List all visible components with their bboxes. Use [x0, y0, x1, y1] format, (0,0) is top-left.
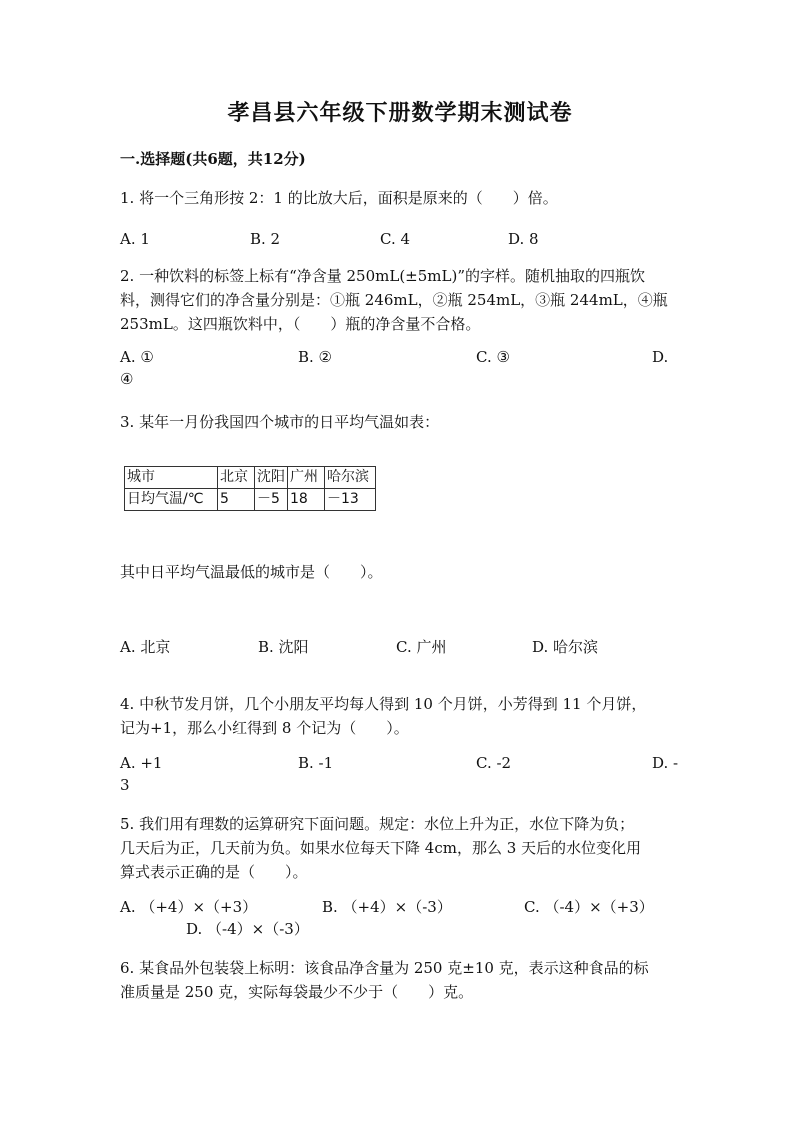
q1-option-b: B. 2: [250, 230, 281, 248]
q5-option-c: C. （-4）×（+3）: [524, 898, 654, 916]
q3-option-d: D. 哈尔滨: [532, 638, 599, 656]
table-cell: 5: [218, 489, 255, 511]
q4-option-c: C. -2: [476, 754, 512, 772]
question-1: [120, 186, 558, 210]
q3-option-a: A. 北京: [120, 638, 171, 656]
q2-option-c: C. ③: [476, 348, 510, 366]
q1-option-d: D. 8: [508, 230, 539, 248]
q4-option-b: B. -1: [298, 754, 334, 772]
q1-option-c: C. 4: [380, 230, 411, 248]
table-cell: 沈阳: [255, 467, 288, 489]
question-2-line: 料，测得它们的净含量分别是：①瓶 246mL，②瓶 254mL，③瓶 244mL，④瓶: [120, 291, 668, 309]
q2-option-b: B. ②: [298, 348, 333, 366]
question-4-line: 4. 中秋节发月饼，几个小朋友平均每人得到 10 个月饼，小芳得到 11 个月饼，: [120, 695, 647, 713]
table-header-row: [125, 467, 376, 489]
table-cell: 哈尔滨: [325, 467, 376, 489]
q2-option-a: A. ①: [120, 348, 154, 366]
question-2: [120, 264, 668, 336]
question-2-line: 253mL。这四瓶饮料中，（ ）瓶的净含量不合格。: [120, 315, 481, 333]
question-6-line: 6. 某食品外包装袋上标明：该食品净含量为 250 克±10 克，表示这种食品的标: [120, 959, 649, 977]
q5-option-d: D. （-4）×（-3）: [186, 920, 309, 938]
table-cell: －5: [255, 489, 288, 511]
table-cell: 北京: [218, 467, 255, 489]
temperature-table: [124, 466, 376, 511]
question-5-line: 算式表示正确的是（ ）。: [120, 863, 308, 881]
page-title: 孝昌县六年级下册数学期末测试卷: [227, 100, 573, 126]
question-1-line: 1. 将一个三角形按 2：1 的比放大后，面积是原来的（ ）倍。: [120, 189, 558, 207]
section-heading: 一.选择题(共6题，共12分): [120, 150, 306, 168]
table-cell: 城市: [125, 467, 218, 489]
q2-option-d-wrap: ④: [120, 370, 134, 388]
question-3-followup: 其中日平均气温最低的城市是（ ）。: [120, 563, 383, 581]
q4-option-d-wrap: 3: [120, 776, 130, 794]
question-5: [120, 812, 641, 884]
q4-option-a: A. +1: [120, 754, 163, 772]
question-4: [120, 692, 646, 740]
question-4-line: 记为+1，那么小红得到 8 个记为（ ）。: [120, 719, 409, 737]
q4-option-d: D. -: [652, 754, 679, 772]
question-6: [120, 956, 649, 1004]
q5-option-a: A. （+4）×（+3）: [120, 898, 258, 916]
table-cell: 日均气温/℃: [125, 489, 218, 511]
table-cell: 18: [288, 489, 325, 511]
question-3: [120, 410, 439, 434]
q2-option-d: D.: [652, 348, 669, 366]
q3-option-b: B. 沈阳: [258, 638, 309, 656]
question-6-line: 准质量是 250 克，实际每袋最少不少于（ ）克。: [120, 983, 474, 1001]
q3-option-c: C. 广州: [396, 638, 447, 656]
q5-option-b: B. （+4）×（-3）: [322, 898, 452, 916]
question-3-line: 3. 某年一月份我国四个城市的日平均气温如表：: [120, 413, 440, 431]
question-5-line: 5. 我们用有理数的运算研究下面问题。规定：水位上升为正，水位下降为负；: [120, 815, 635, 833]
table-cell: －13: [325, 489, 376, 511]
question-5-line: 几天后为正，几天前为负。如果水位每天下降 4cm，那么 3 天后的水位变化用: [120, 839, 642, 857]
question-2-line: 2. 一种饮料的标签上标有“净含量 250mL(±5mL)”的字样。随机抽取的四瓶饮: [120, 267, 646, 285]
table-row: [125, 489, 376, 511]
q1-option-a: A. 1: [120, 230, 150, 248]
table-cell: 广州: [288, 467, 325, 489]
